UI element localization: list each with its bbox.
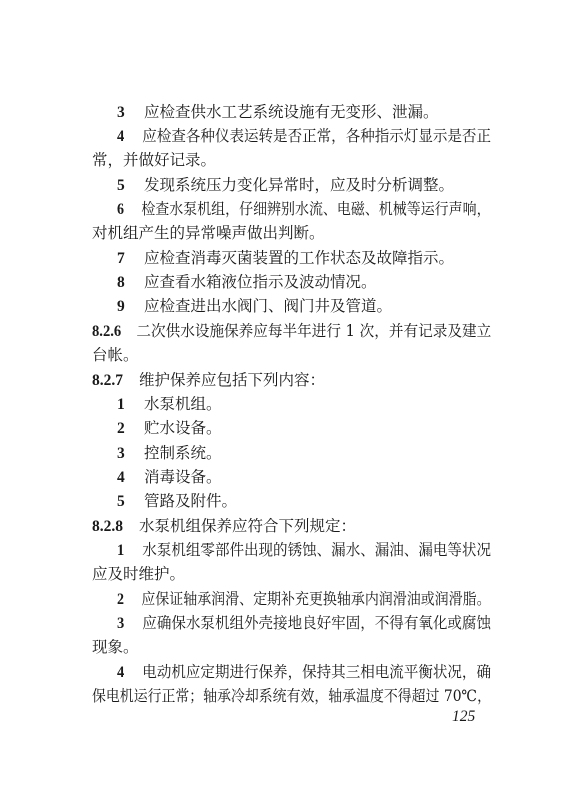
item-number: 1 [117, 396, 125, 413]
list-item-line [117, 587, 491, 611]
item-number: 4 [117, 469, 125, 486]
line-text: 水泵机组。 [144, 395, 222, 413]
item-number: 3 [117, 104, 125, 121]
clause-number: 8.2.6 [92, 323, 122, 340]
list-item-line [117, 538, 491, 562]
list-item-line [117, 197, 491, 221]
line-text: 应检查各种仪表运转是否正常，各种指示灯显示是否正 [142, 127, 491, 145]
list-item-line [117, 100, 439, 124]
line-text: 应检查供水工艺系统设施有无变形、泄漏。 [144, 103, 439, 121]
page-number: 125 [452, 708, 476, 725]
list-item-line [117, 173, 454, 197]
line-text: 电动机应定期进行保养，保持其三相电流平衡状况，确 [142, 663, 491, 681]
list-item-line [117, 465, 222, 489]
text-line-continuation [92, 562, 185, 586]
line-text: 水泵机组保养应符合下列规定： [139, 517, 357, 535]
line-text: 常，并做好记录。 [92, 151, 217, 169]
clause-number: 8.2.7 [92, 372, 123, 389]
line-text: 消毒设备。 [144, 468, 222, 486]
line-text: 水泵机组零部件出现的锈蚀、漏水、漏油、漏电等状况 [142, 541, 491, 559]
list-item-line [117, 660, 491, 684]
text-line-continuation [92, 635, 139, 659]
text-line-continuation [92, 148, 216, 172]
line-text: 应及时维护。 [92, 565, 186, 583]
line-text: 维护保养应包括下列内容： [139, 371, 326, 389]
item-number: 3 [117, 615, 125, 632]
item-number: 2 [117, 420, 125, 437]
line-text: 管路及附件。 [144, 492, 238, 510]
text-line-continuation [92, 221, 325, 245]
text-line-continuation [92, 684, 491, 708]
clause-line [92, 319, 491, 343]
item-number: 5 [117, 177, 125, 194]
line-text: 应保证轴承润滑、定期补充更换轴承内润滑油或润滑脂。 [141, 590, 491, 608]
item-number: 3 [117, 445, 125, 462]
list-item-line [117, 416, 222, 440]
list-item-line [117, 246, 454, 270]
item-number: 8 [117, 274, 125, 291]
item-number: 5 [117, 493, 125, 510]
line-text: 应检查消毒灭菌装置的工作状态及故障指示。 [144, 249, 455, 267]
line-text: 检查水泵机组，仔细辨别水流、电磁、机械等运行声响， [141, 200, 491, 218]
line-text: 贮水设备。 [144, 419, 222, 437]
list-item-line [117, 489, 237, 513]
clause-line [92, 514, 356, 538]
text-line-continuation [92, 343, 139, 367]
list-item-line [117, 270, 377, 294]
line-text: 应检查进出水阀门、阀门井及管道。 [144, 297, 393, 315]
list-item-line [117, 441, 222, 465]
line-text: 应确保水泵机组外壳接地良好牢固，不得有氧化或腐蚀 [142, 614, 491, 632]
clause-line [92, 368, 325, 392]
list-item-line [117, 611, 491, 635]
item-number: 9 [117, 298, 125, 315]
item-number: 1 [117, 542, 125, 559]
line-text: 保电机运行正常；轴承冷却系统有效，轴承温度不得超过 70℃， [92, 687, 491, 705]
line-text: 控制系统。 [144, 444, 222, 462]
line-text: 应查看水箱液位指示及波动情况。 [144, 273, 377, 291]
item-number: 2 [117, 591, 124, 608]
line-text: 对机组产生的异常噪声做出判断。 [92, 224, 325, 242]
item-number: 7 [117, 250, 125, 267]
line-text: 发现系统压力变化异常时，应及时分析调整。 [144, 176, 455, 194]
list-item-line [117, 392, 222, 416]
item-number: 6 [117, 201, 124, 218]
list-item-line [117, 124, 491, 148]
item-number: 4 [117, 128, 125, 145]
line-text: 现象。 [92, 638, 139, 656]
clause-number: 8.2.8 [92, 518, 123, 535]
line-text: 二次供水设施保养应每半年进行 1 次，并有记录及建立 [136, 322, 492, 340]
item-number: 4 [117, 664, 125, 681]
line-text: 台帐。 [92, 346, 139, 364]
list-item-line [117, 294, 392, 318]
